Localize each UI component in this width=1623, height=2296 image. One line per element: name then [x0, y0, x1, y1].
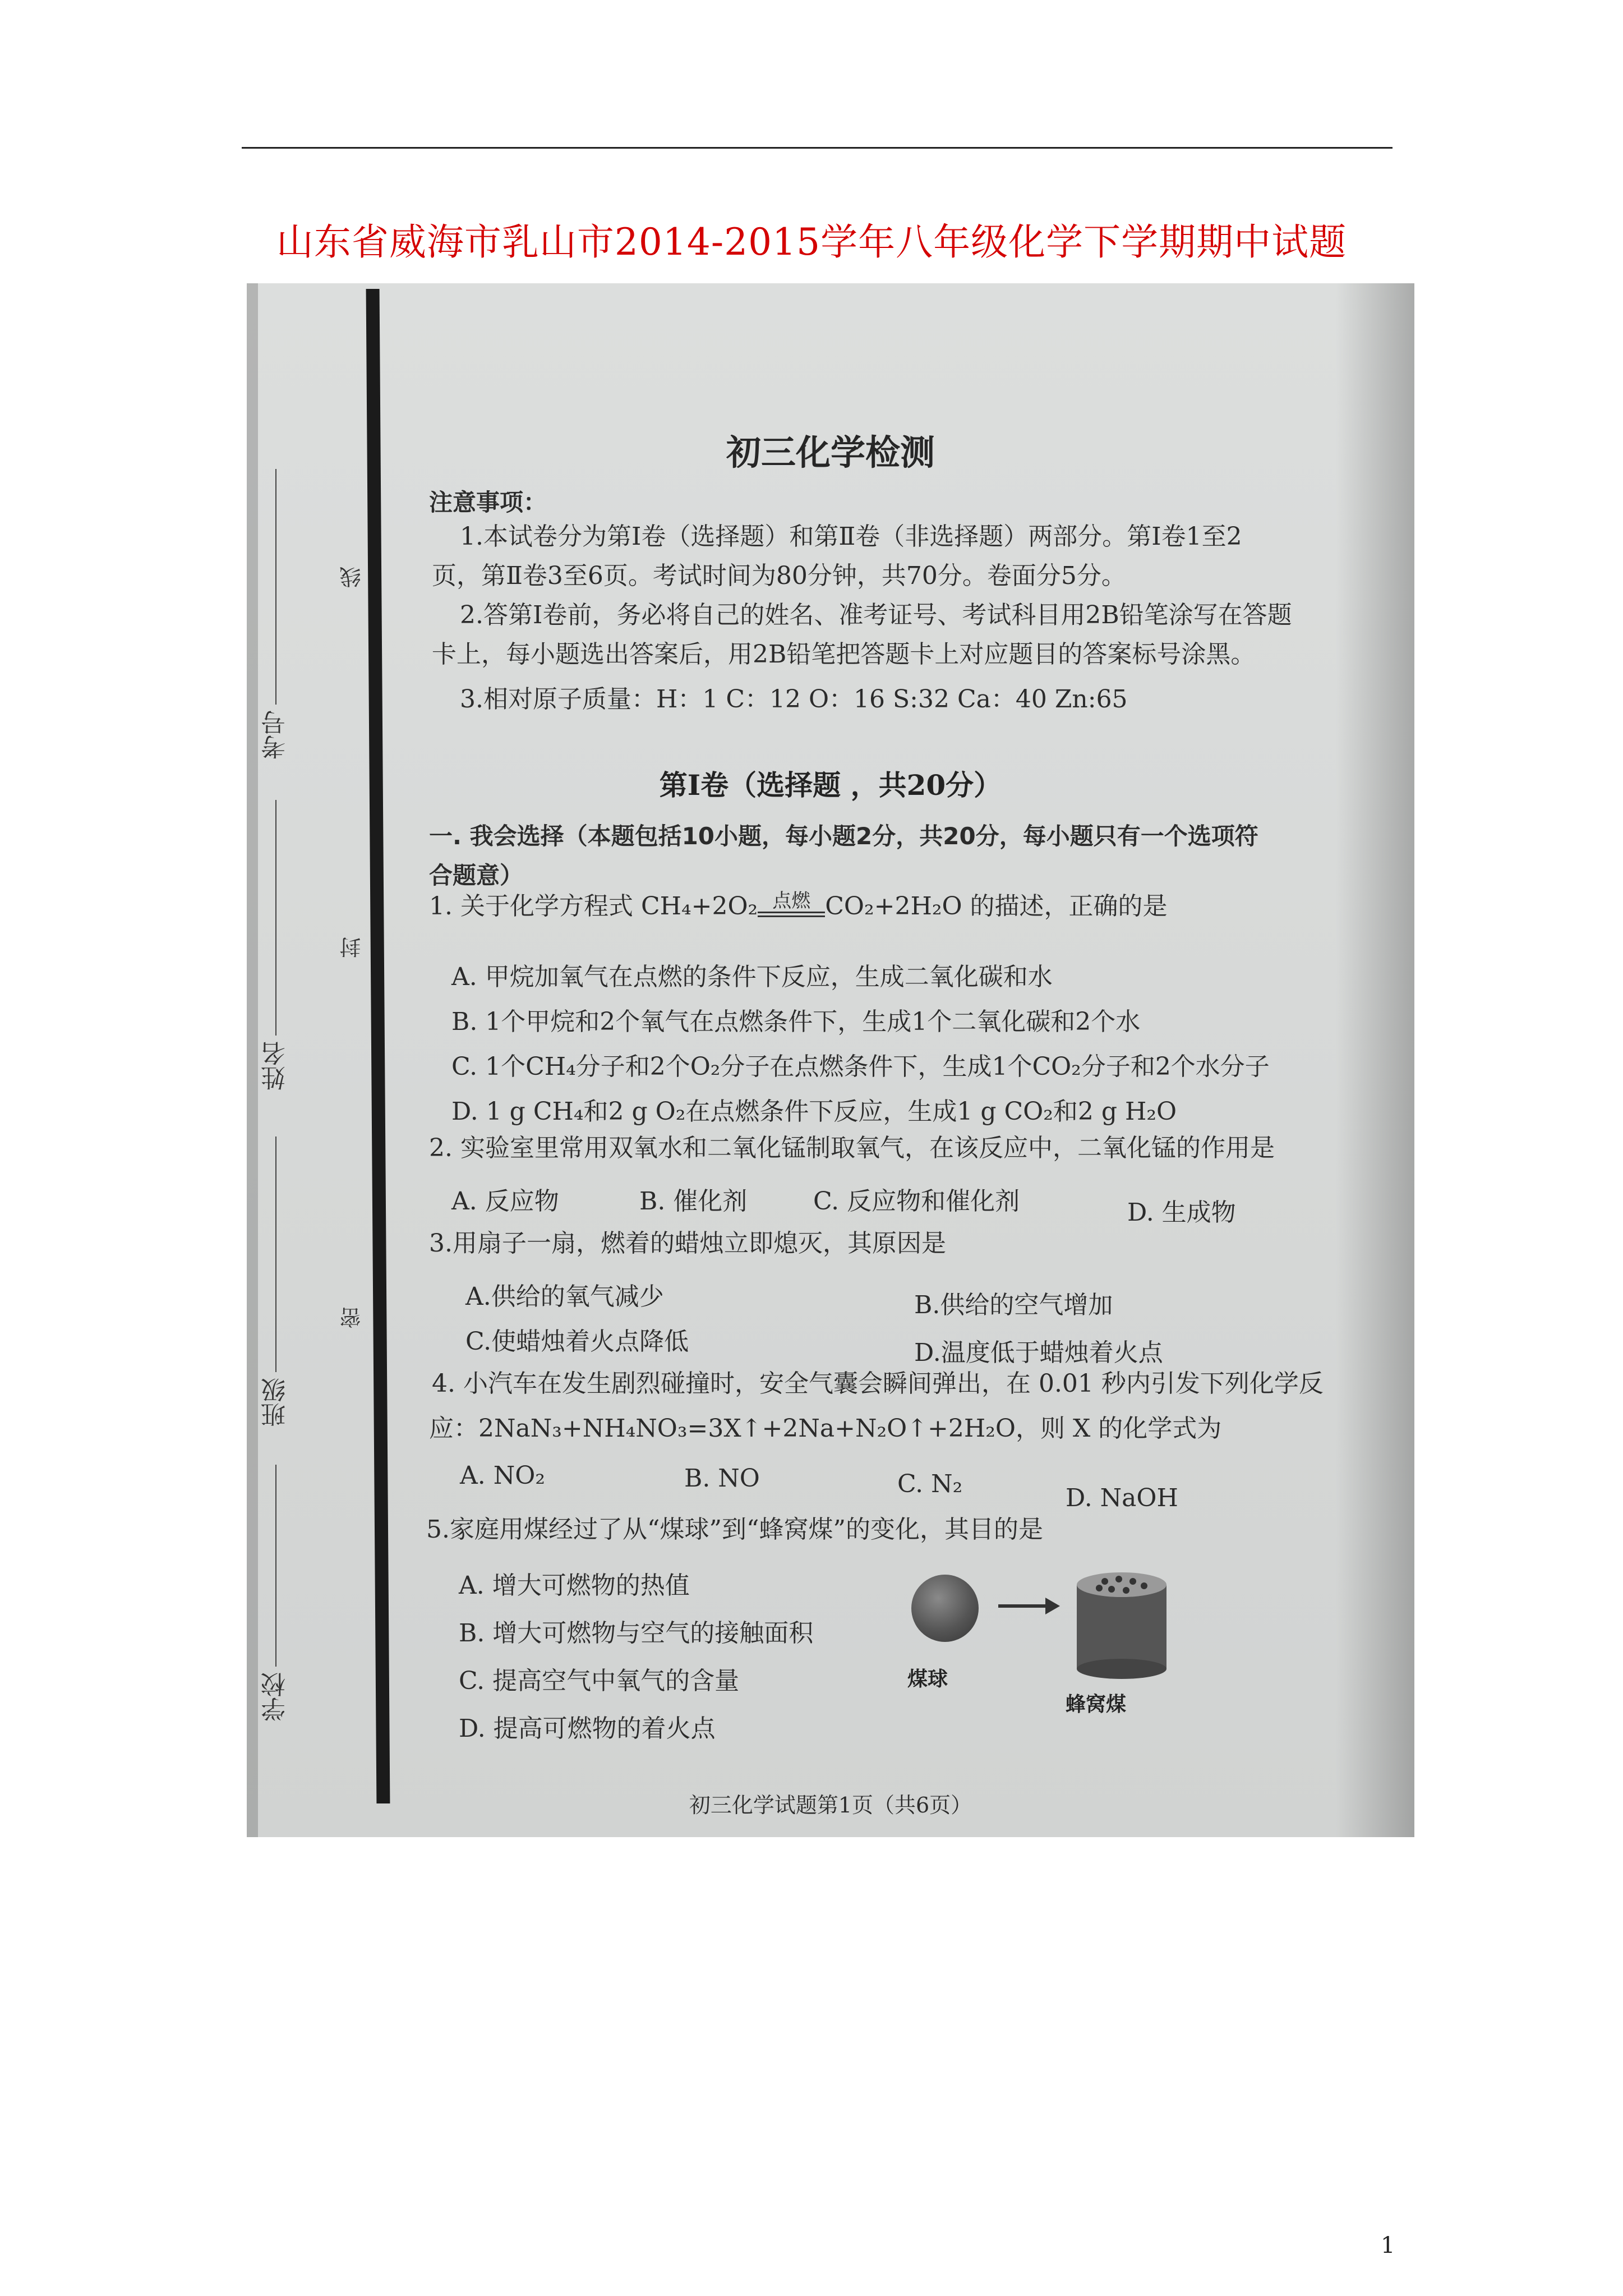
note-line: 2.答第Ⅰ卷前，务必将自己的姓名、准考证号、考试科目用2B铅笔涂写在答题 [460, 601, 1292, 629]
reaction-condition [758, 891, 825, 924]
exam-page-footer: 初三化学试题第1页（共6页） [689, 1793, 972, 1818]
question-1-stem [429, 889, 1168, 924]
side-field-label: 考号 [261, 710, 290, 760]
note-line: 页，第Ⅱ卷3至6页。考试时间为80分钟，共70分。卷面分5分。 [432, 562, 1126, 590]
q5-option-b: B. 增大可燃物与空气的接触面积 [459, 1619, 814, 1648]
binding-line [366, 289, 390, 1803]
q3-option-b: B.供给的空气增加 [914, 1291, 1113, 1319]
seal-char-mi: 密 [340, 1307, 365, 1328]
q4-option-b: B. NO [684, 1464, 760, 1493]
question-5-stem: 5.家庭用煤经过了从“煤球”到“蜂窝煤”的变化，其目的是 [426, 1515, 1043, 1544]
part-heading: 一. 我会选择（本题包括10小题，每小题2分，共20分，每小题只有一个选项符 [429, 822, 1258, 850]
q5-option-c: C. 提高空气中氧气的含量 [459, 1667, 740, 1695]
note-line: 1.本试卷分为第Ⅰ卷（选择题）和第Ⅱ卷（非选择题）两部分。第Ⅰ卷1至2 [460, 522, 1242, 551]
image-label-coal-ball: 煤球 [907, 1668, 948, 1691]
q3-option-c: C.使蜡烛着火点降低 [465, 1327, 689, 1356]
notes-heading: 注意事项： [429, 489, 547, 516]
honeycomb-coal-image [1071, 1568, 1172, 1680]
blank-line [275, 1137, 276, 1372]
q3-option-d: D.温度低于蜡烛着火点 [914, 1338, 1163, 1367]
side-field-class [258, 1125, 325, 1439]
condition-label: 点燃 [772, 889, 811, 912]
q1-option-d: D. 1 g CH₄和2 g O₂在点燃条件下反应，生成1 g CO₂和2 g H₂O [451, 1097, 1177, 1126]
q2-option-d: D. 生成物 [1127, 1198, 1236, 1227]
side-field-label: 姓名 [261, 1041, 290, 1091]
question-3-stem: 3.用扇子一扇，燃着的蜡烛立即熄灭，其原因是 [429, 1229, 946, 1258]
arrow-right-icon [998, 1604, 1049, 1608]
q3-option-a: A.供给的氧气减少 [465, 1282, 664, 1311]
question-4-stem-cont: 应：2NaN₃+NH₄NO₃=3X↑+2Na+N₂O↑+2H₂O，则 X 的化学式为 [429, 1414, 1222, 1443]
scan-shadow [1336, 283, 1414, 1837]
q4-option-c: C. N₂ [897, 1470, 963, 1498]
page-number: 1 [1381, 2233, 1395, 2258]
q2-option-c: C. 反应物和催化剂 [813, 1187, 1020, 1216]
q5-option-d: D. 提高可燃物的着火点 [459, 1714, 716, 1743]
equals-sign [758, 912, 825, 917]
note-line: 3.相对原子质量：H：1 C：12 O：16 S:32 Ca：40 Zn:65 [460, 685, 1128, 714]
image-label-honeycomb-coal: 蜂窝煤 [1066, 1693, 1127, 1716]
seal-char-xian: 线 [340, 567, 365, 588]
q1-option-b: B. 1个甲烷和2个氧气在点燃条件下，生成1个二氧化碳和2个水 [451, 1007, 1141, 1036]
document-title: 山东省威海市乳山市2014-2015学年八年级化学下学期期中试题 [276, 220, 1347, 264]
q2-option-b: B. 催化剂 [639, 1187, 748, 1216]
q1-option-c: C. 1个CH₄分子和2个O₂分子在点燃条件下，生成1个CO₂分子和2个水分子 [451, 1052, 1270, 1081]
blank-line [275, 800, 276, 1036]
exam-title: 初三化学检测 [726, 432, 935, 473]
q4-option-a: A. NO₂ [460, 1461, 545, 1490]
q4-option-d: D. NaOH [1066, 1484, 1178, 1512]
question-4-stem: 4. 小汽车在发生剧烈碰撞时，安全气囊会瞬间弹出，在 0.01 秒内引发下列化学反 [432, 1369, 1324, 1398]
scanned-exam-photo [247, 283, 1414, 1837]
side-field-school [258, 1461, 325, 1725]
q5-option-a: A. 增大可燃物的热值 [459, 1571, 690, 1600]
side-field-name [258, 788, 325, 1102]
part-heading-cont: 合题意） [429, 862, 524, 889]
side-field-exam-number [258, 457, 325, 771]
side-field-label: 学校 [261, 1672, 290, 1722]
q1-option-a: A. 甲烷加氧气在点燃的条件下反应，生成二氧化碳和水 [451, 963, 1053, 991]
side-field-label: 班级 [261, 1378, 290, 1427]
note-line: 卡上，每小题选出答案后，用2B铅笔把答题卡上对应题目的答案标号涂黑。 [432, 640, 1256, 669]
seal-char-feng: 封 [340, 937, 365, 958]
scan-left-edge [247, 283, 258, 1837]
blank-line [275, 1465, 276, 1667]
header-rule [242, 147, 1393, 149]
q2-option-a: A. 反应物 [451, 1187, 559, 1216]
q1-stem-post: CO₂+2H₂O 的描述，正确的是 [825, 892, 1168, 921]
blank-line [275, 469, 276, 705]
q1-stem-pre: 1. 关于化学方程式 CH₄+2O₂ [429, 892, 758, 921]
coal-ball-image [911, 1575, 979, 1642]
section-title: 第Ⅰ卷（选择题 ，共20分） [659, 769, 1002, 802]
question-2-stem: 2. 实验室里常用双氧水和二氧化锰制取氧气，在该反应中，二氧化锰的作用是 [429, 1134, 1275, 1162]
